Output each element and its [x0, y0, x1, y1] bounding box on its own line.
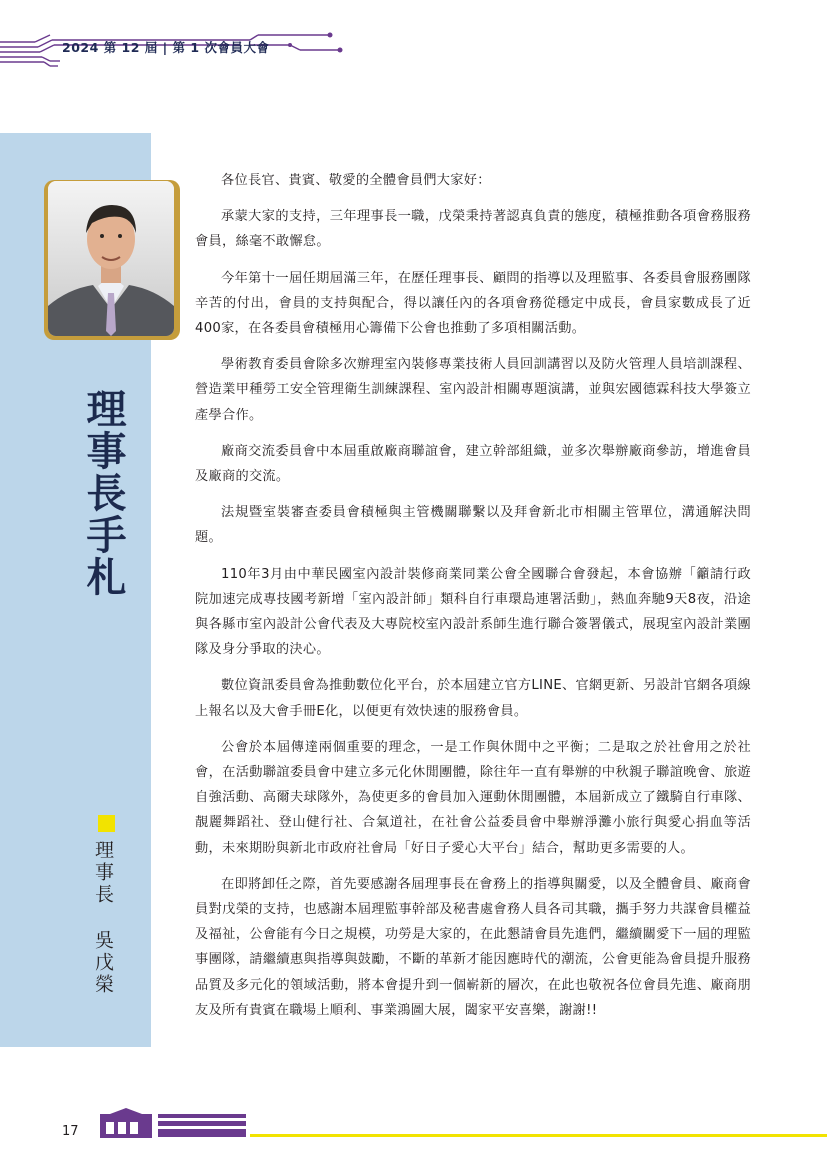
- body-paragraph: 公會於本屆傳達兩個重要的理念，一是工作與休閒中之平衡；二是取之於社會用之於社會，在活動聯誼委員會中建立多元化休閒團體，除往年一直有舉辦的中秋親子聯誼晚會、旅遊自強活動、高爾夫球隊外，為使更多的會員加入運動休閒團體，本屆新成立了鐵騎自行車隊、靚麗舞蹈社、登山健行社、合氣道社，在社會公益委員會中舉辦淨灘小旅行與愛心捐血等活動，未來期盼與新北市政府社會局「好日子愛心大平台」結合，幫助更多需要的人。: [195, 739, 751, 856]
- association-logo-icon: [100, 1108, 248, 1138]
- header-title: [62, 38, 269, 56]
- body-paragraph: 數位資訊委員會為推動數位化平台，於本屆建立官方LINE、官網更新、另設計官網各項線上報名以及大會手冊E化，以便更有效快速的服務會員。: [195, 678, 751, 719]
- page-number: 17: [62, 1124, 79, 1139]
- header-separator: |: [162, 40, 168, 55]
- header-meeting: 第 1 次會員大會: [172, 40, 270, 55]
- greeting-paragraph: 各位長官、貴賓、敬愛的全體會員們大家好：: [221, 173, 491, 188]
- closing-paragraph: 在即將卸任之際，首先要感謝各屆理事長在會務上的指導與關愛，以及全體會員、廠商會員對戊榮的支持，也感謝本屆理監事幹部及秘書處會務人員各司其職，攜手努力共謀會員權益及福祉，公會能有今日之規模，功勞是大家的，在此懇請會員先進們，繼續關愛下一屆的理監事團隊，請繼續惠與指導與鼓勵，不斷的革新才能因應時代的潮流，公會更能為會員提升服務品質及多元化的領域活動，將本會提升到一個嶄新的層次，在此也敬祝各位會員先進、廠商朋友及所有貴賓在職場上順利、事業鴻圖大展，闔家平安喜樂，謝謝!!: [195, 876, 751, 1018]
- body-paragraph: 廠商交流委員會中本屆重啟廠商聯誼會，建立幹部組織，並多次舉辦廠商參訪，增進會員及廠商的交流。: [195, 443, 751, 485]
- signature-name: 吳戊榮: [92, 930, 114, 996]
- column-title: 理事長手札: [80, 388, 127, 598]
- portrait-photo: [48, 181, 174, 336]
- header-event: 2024 第 12 屆: [62, 40, 158, 55]
- body-paragraph: 承蒙大家的支持，三年理事長一職，戊榮秉持著認真負責的態度，積極推動各項會務服務會員，絲毫不敢懈怠。: [195, 209, 751, 250]
- signature-marker: [98, 815, 115, 832]
- body-paragraph: 法規暨室裝審查委員會積極與主管機關聯繫以及拜會新北市相關主管單位，溝通解決問題。: [195, 505, 751, 546]
- letter-body: [195, 168, 751, 1034]
- portrait-illustration: [48, 181, 174, 336]
- body-paragraph: 今年第十一屆任期屆滿三年，在歷任理事長、顧問的指導以及理監事、各委員會服務團隊辛苦的付出，會員的支持與配合，得以讓任內的各項會務從穩定中成長，會員家數成長了近400家，在各委員會積極用心籌備下公會也推動了多項相關活動。: [195, 270, 751, 337]
- signature-role: 理事長: [92, 840, 114, 906]
- body-paragraph: 學術教育委員會除多次辦理室內裝修專業技術人員回訓講習以及防火管理人員培訓課程、營造業甲種勞工安全管理衛生訓練課程、室內設計相關專題演講，並與宏國德霖科技大學簽立產學合作。: [195, 357, 751, 423]
- footer-rule: [250, 1134, 827, 1137]
- body-paragraph: 110年3月由中華民國室內設計裝修商業同業公會全國聯合會發起，本會協辦「籲請行政院加速完成專技國考新增「室內設計師」類科自行車環島連署活動」，熱血奔馳9天8夜，沿途與各縣市室內設計公會代表及大專院校室內設計系師生進行聯合簽署儀式，展現室內設計業團隊及身分爭取的決心。: [195, 566, 751, 658]
